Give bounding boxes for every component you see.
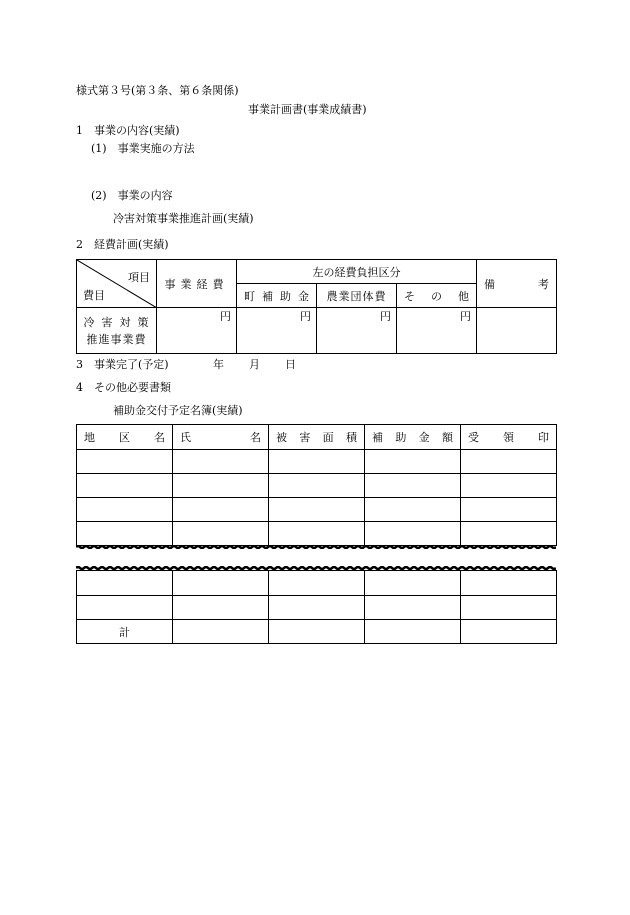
cell-other-yen: 円 (397, 308, 477, 354)
diagonal-header-cell (77, 260, 157, 308)
break-line-top (76, 545, 556, 549)
table-row (77, 474, 557, 498)
subsidy-list-table-bottom (76, 570, 557, 644)
table-row (77, 450, 557, 474)
col-subsidy-amount: 補 助 金 額 (365, 425, 461, 450)
col-receipt-seal: 受 領 印 (461, 425, 557, 450)
col-district: 地 区 名 (77, 425, 173, 450)
col-town-subsidy: 町 補 助 金 (237, 284, 317, 308)
table-row (77, 596, 557, 620)
section1-content: 冷害対策事業推進計画(実績) (113, 212, 254, 225)
col-agri-group: 農業団体費 (317, 284, 397, 308)
corner-item-label: 項目 (128, 271, 150, 284)
col-remarks-label: 備 考 (484, 277, 550, 291)
section1-sub2: (2) 事業の内容 (91, 189, 173, 202)
total-row (77, 620, 557, 644)
subsidy-list-title: 補助金交付予定名簿(実績) (113, 404, 243, 417)
table-row (77, 522, 557, 546)
col-damage-area: 被 害 面 積 (269, 425, 365, 450)
row-label-cold-damage (77, 308, 157, 354)
section1-heading: 1 事業の内容(実績) (76, 124, 180, 137)
section1-sub1: (1) 事業実施の方法 (91, 142, 195, 155)
row-label-line1: 冷害対策 (83, 315, 156, 329)
cell-agri-yen: 円 (317, 308, 397, 354)
col-name: 氏 名 (173, 425, 269, 450)
completion-year: 年 (213, 358, 224, 371)
row-label-line2: 推進事業費 (86, 332, 147, 346)
cell-remarks (477, 308, 557, 354)
col-other: そ の 他 (397, 284, 477, 308)
subsidy-list-table-top (76, 424, 557, 546)
col-cost-share: 左の経費負担区分 (237, 260, 477, 284)
total-label: 計 (77, 620, 173, 644)
table-row (77, 498, 557, 522)
cell-cost-yen: 円 (157, 308, 237, 354)
expense-plan-table (76, 259, 557, 354)
completion-month: 月 (249, 358, 260, 371)
page-title: 事業計画書(事業成績書) (248, 103, 367, 116)
section2-heading: 2 経費計画(実績) (76, 238, 169, 251)
section3-label: 3 事業完了(予定) (76, 358, 169, 371)
corner-cost-label: 費目 (83, 289, 105, 302)
col-remarks (477, 260, 557, 308)
cell-town-yen: 円 (237, 308, 317, 354)
completion-day: 日 (285, 358, 296, 371)
section4-heading: 4 その他必要書類 (76, 381, 171, 394)
table-row (77, 571, 557, 596)
form-number: 様式第３号(第３条、第６条関係) (76, 84, 239, 97)
col-project-cost: 事業経費 (157, 260, 237, 308)
